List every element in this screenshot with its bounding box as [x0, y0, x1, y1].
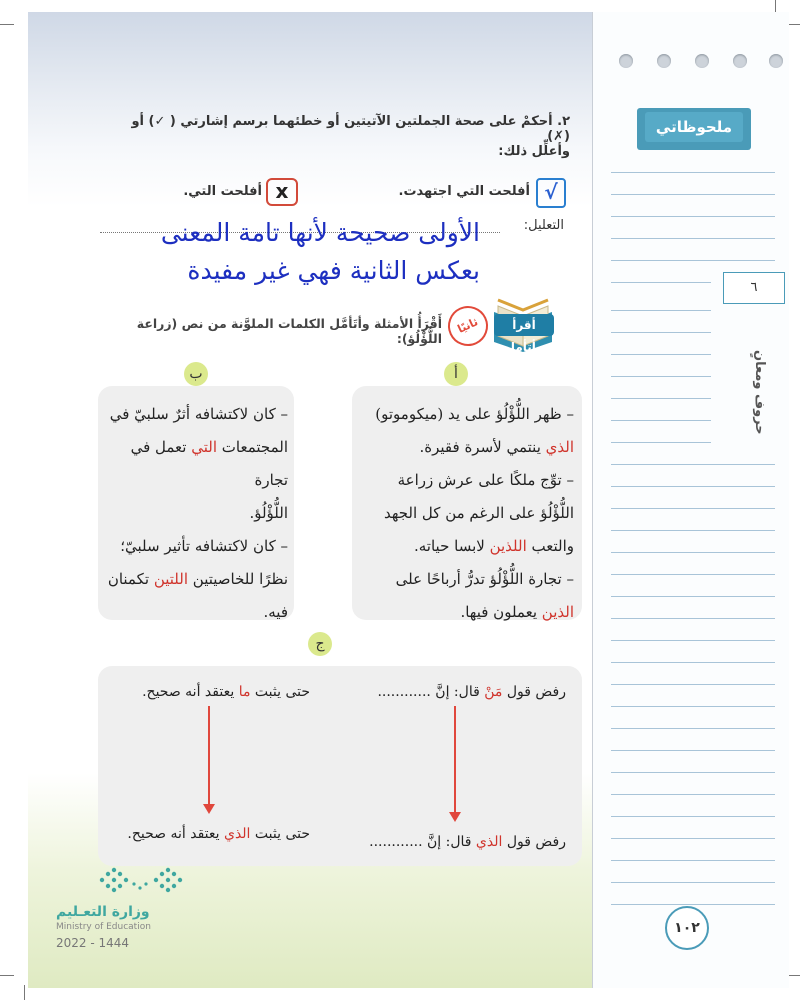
text-span: حتى يثبت	[250, 826, 310, 842]
unit-vertical-label: حروف ومعانٍ	[752, 349, 767, 435]
text-span: يعملون فيها.	[460, 603, 542, 621]
arrow-down-right	[454, 706, 456, 814]
text-span: يعتقد أنه صحيح.	[127, 826, 224, 842]
note-line	[611, 728, 775, 729]
note-line	[611, 838, 775, 839]
text-line: – كان لاكتشافه تأثير سلبيّ؛	[120, 537, 288, 555]
highlight-word: الذين	[541, 603, 574, 621]
card-c-left-bottom	[110, 818, 310, 851]
note-line	[611, 596, 775, 597]
text-span: والتعب	[526, 537, 574, 555]
text-span: قال: إنَّ ............	[369, 834, 476, 850]
ministry-name-en: Ministry of Education	[56, 922, 151, 932]
card-a-letter: أ	[444, 362, 468, 386]
read-and-reflect-label: أقرأ وأتأمل	[494, 314, 554, 336]
cross-mark-box[interactable]: x	[266, 178, 298, 206]
text-line: فيه.	[263, 603, 288, 621]
text-span: قال: إنَّ ............	[377, 684, 485, 700]
note-line	[611, 530, 775, 531]
reason-label: التعليل:	[523, 218, 564, 233]
question-line-2: وأعلِّل ذلك:	[498, 144, 570, 159]
text-line: اللُّؤْلُؤ على الرغم من كل الجهد	[383, 504, 574, 522]
text-span: حتى يثبت	[250, 684, 310, 700]
note-line	[611, 772, 775, 773]
note-line	[611, 398, 711, 399]
note-line	[611, 706, 775, 707]
text-span: ينتمي لأسرة فقيرة.	[419, 438, 546, 456]
text-line	[104, 431, 288, 497]
text-line	[104, 563, 288, 596]
note-line	[611, 442, 711, 443]
text-span: رفض قول	[502, 834, 566, 850]
note-line	[611, 750, 775, 751]
note-line	[611, 310, 711, 311]
text-line: – تجارة اللُّؤْلُؤ تدرُّ أرباحًا على	[395, 570, 574, 588]
text-span: يعتقد أنه صحيح.	[142, 684, 239, 700]
highlight-word: ما	[238, 684, 251, 700]
arrow-head-icon	[449, 812, 461, 822]
card-c-right-bottom	[330, 826, 566, 859]
note-line	[611, 640, 775, 641]
text-span: تعمل في تجارة	[130, 438, 288, 489]
card-a-text	[360, 398, 574, 629]
note-line	[611, 332, 711, 333]
unit-number-box: ٦	[723, 272, 785, 304]
highlight-word: الذي	[475, 834, 503, 850]
card-c-left-top	[110, 676, 310, 709]
card-c-right-top	[330, 676, 566, 709]
check-mark-box[interactable]: √	[536, 178, 566, 208]
section-badge: ثانيًا	[441, 299, 494, 352]
text-line	[360, 596, 574, 629]
text-line: – توِّج ملكًا على عرش زراعة	[397, 471, 574, 489]
handwritten-answer-2: بعكس الثانية فهي غير مفيدة	[187, 256, 480, 285]
note-line	[611, 794, 775, 795]
binder-ring-icon	[695, 54, 709, 68]
note-line	[611, 816, 775, 817]
page-number: ١٠٢	[665, 906, 709, 950]
highlight-word: مَنْ	[484, 684, 503, 700]
note-line	[611, 420, 711, 421]
notes-sidebar	[592, 12, 789, 988]
note-line	[611, 904, 775, 905]
note-line	[611, 238, 775, 239]
note-line	[611, 882, 775, 883]
arrow-head-icon	[203, 804, 215, 814]
option-second: أفلحت التي.	[183, 184, 262, 199]
highlight-word: الذي	[545, 438, 574, 456]
note-line	[611, 486, 775, 487]
card-b-letter: ب	[184, 362, 208, 386]
highlight-word: اللتين	[153, 570, 189, 588]
note-line	[611, 574, 775, 575]
question-line-1: ٢. أحكمْ على صحة الجملتين الآتيتين أو خطئهما برسم إشارتي ( ✓) أو (✗)	[131, 114, 570, 144]
text-line: اللُّؤْلُؤ.	[249, 504, 288, 522]
note-line	[611, 260, 775, 261]
note-line	[611, 508, 775, 509]
card-c-letter: ج	[308, 632, 332, 656]
section-instruction: أَقْرَأُ الأمثلة وأتَأمَّل الكلمات الملوَّنة من نص (زراعة اللُّؤْلُؤ):	[136, 316, 442, 346]
crop-mark	[775, 0, 776, 12]
text-line	[360, 431, 574, 464]
crop-mark	[0, 24, 14, 25]
binder-ring-icon	[657, 54, 671, 68]
text-span: لابسا حياته.	[414, 537, 490, 555]
binder-ring-icon	[733, 54, 747, 68]
ministry-name-ar: وزارة التعـليم	[56, 904, 150, 920]
ministry-year: 2022 - 1444	[56, 936, 130, 950]
text-span: المجتمعات	[217, 438, 288, 456]
binder-ring-icon	[769, 54, 783, 68]
note-line	[611, 860, 775, 861]
text-line: – كان لاكتشافه أثرٌ سلبيّ في	[109, 405, 288, 423]
note-line	[611, 354, 711, 355]
note-line	[611, 376, 711, 377]
ministry-logo-icon	[96, 862, 188, 898]
text-span: نظرًا للخاصيتين	[188, 570, 288, 588]
note-line	[611, 684, 775, 685]
highlight-word: الذي	[223, 826, 251, 842]
note-line	[611, 618, 775, 619]
text-line: – ظهر اللُّؤْلُؤ على يد (ميكوموتو)	[375, 405, 574, 423]
text-span: رفض قول	[502, 684, 566, 700]
text-span: تكمنان	[107, 570, 154, 588]
crop-mark	[0, 975, 14, 976]
highlight-word: اللذين	[489, 537, 527, 555]
arrow-down-left	[208, 706, 210, 806]
note-line	[611, 464, 775, 465]
note-line	[611, 194, 775, 195]
note-line	[611, 662, 775, 663]
text-line	[360, 530, 574, 563]
binder-ring-icon	[619, 54, 633, 68]
note-line	[611, 552, 775, 553]
card-b-text	[104, 398, 288, 629]
handwritten-answer-1: الأولى صحيحة لأنها تامة المعنى	[160, 218, 480, 247]
crop-mark	[24, 985, 25, 1000]
note-line	[611, 282, 711, 283]
option-first: أفلحت التي اجتهدت.	[398, 184, 530, 199]
note-line	[611, 216, 775, 217]
notes-title: ملحوظاتي	[645, 112, 743, 142]
highlight-word: التي	[191, 438, 217, 456]
note-line	[611, 172, 775, 173]
